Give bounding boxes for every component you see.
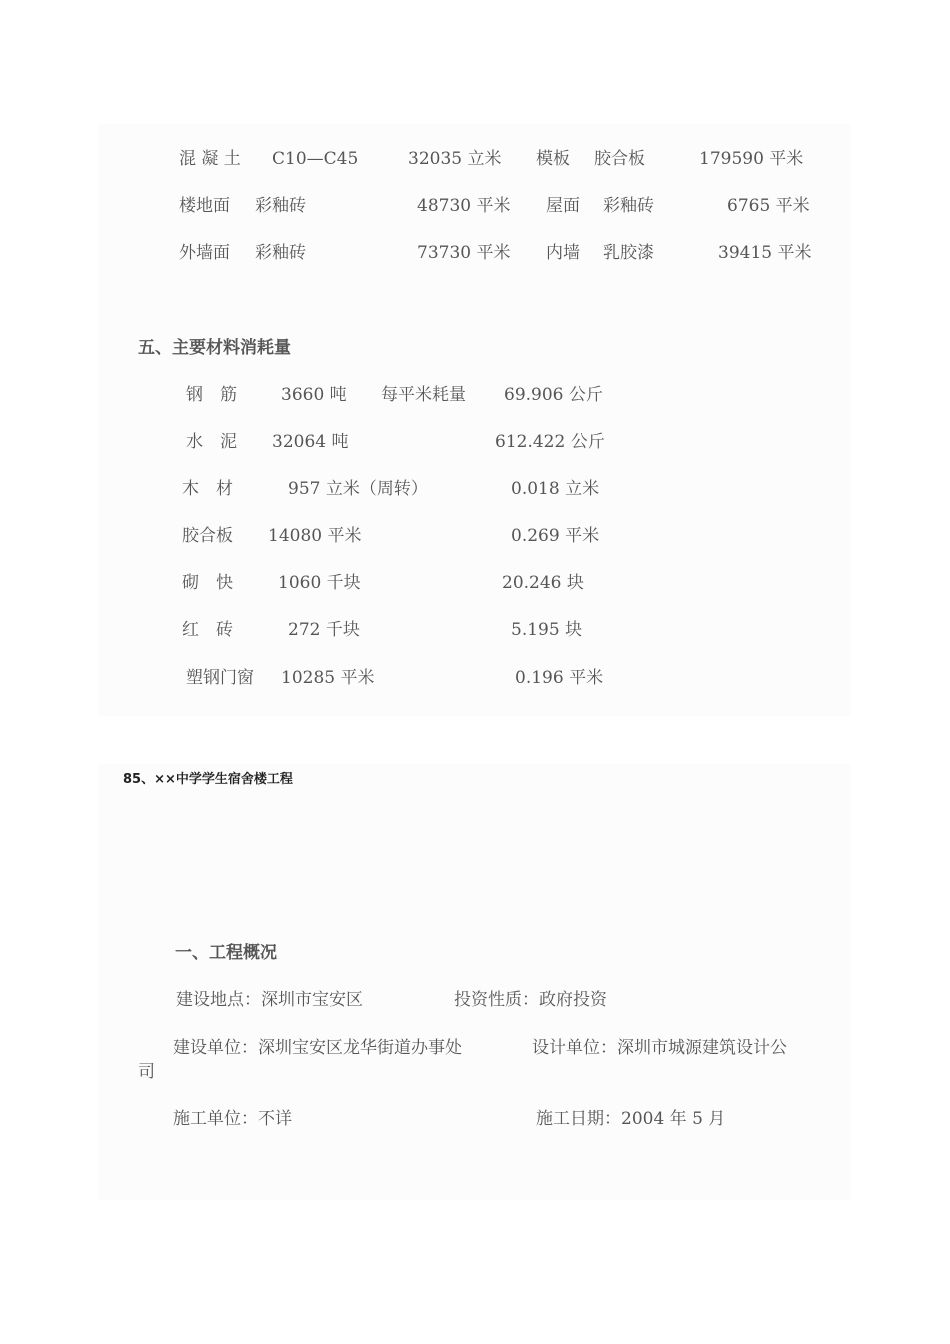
section-heading: 五、主要材料消耗量 (138, 338, 291, 358)
material-quantity: 32035 立米 (408, 149, 502, 169)
consumption-per-sqm: 69.906 公斤 (504, 385, 603, 405)
material-spec: 彩釉砖 (255, 196, 306, 216)
material-quantity-2: 179590 平米 (699, 149, 804, 169)
material-quantity: 48730 平米 (417, 196, 511, 216)
material-quantity: 73730 平米 (417, 243, 511, 263)
investment-type: 投资性质：政府投资 (454, 990, 607, 1010)
consumption-material: 木 材 (182, 479, 233, 499)
material-quantity-2: 39415 平米 (718, 243, 812, 263)
material-spec: 彩釉砖 (255, 243, 306, 263)
consumption-material: 红 砖 (182, 620, 233, 640)
consumption-per-sqm: 5.195 块 (511, 620, 583, 640)
material-spec-2: 乳胶漆 (603, 243, 654, 263)
material-name-2: 屋面 (546, 196, 580, 216)
material-spec-2: 胶合板 (594, 149, 645, 169)
consumption-material: 水 泥 (186, 432, 237, 452)
construction-date: 施工日期：2004 年 5 月 (536, 1109, 726, 1129)
consumption-material: 砌 快 (182, 573, 233, 593)
contractor-unit: 施工单位：不详 (173, 1109, 292, 1129)
consumption-quantity: 957 立米（周转） (288, 479, 428, 499)
builder-unit: 建设单位：深圳宝安区龙华街道办事处 (173, 1038, 462, 1058)
consumption-per-sqm: 20.246 块 (502, 573, 584, 593)
consumption-quantity: 1060 千块 (278, 573, 361, 593)
project-title: 85、××中学学生宿舍楼工程 (123, 772, 293, 787)
consumption-per-sqm: 0.269 平米 (511, 526, 600, 546)
consumption-material: 胶合板 (182, 526, 233, 546)
material-spec-2: 彩釉砖 (603, 196, 654, 216)
consumption-quantity: 272 千块 (288, 620, 360, 640)
consumption-per-sqm: 0.196 平米 (515, 668, 604, 688)
consumption-material: 塑钢门窗 (186, 668, 254, 688)
design-unit: 设计单位：深圳市城源建筑设计公 (532, 1038, 787, 1058)
material-name-2: 模板 (536, 149, 570, 169)
consumption-per-sqm: 612.422 公斤 (495, 432, 605, 452)
consumption-quantity: 14080 平米 (268, 526, 362, 546)
material-spec: C10—C45 (272, 149, 359, 169)
material-name: 混 凝 土 (179, 149, 241, 169)
material-name-2: 内墙 (546, 243, 580, 263)
consumption-material: 钢 筋 (186, 385, 237, 405)
consumption-quantity: 32064 吨 (272, 432, 349, 452)
material-name: 楼地面 (179, 196, 230, 216)
section-heading: 一、工程概况 (175, 943, 277, 963)
material-quantity-2: 6765 平米 (727, 196, 810, 216)
lower-content-panel (98, 764, 850, 1200)
consumption-quantity: 10285 平米 (281, 668, 375, 688)
per-sqm-label: 每平米耗量 (381, 385, 466, 405)
consumption-per-sqm: 0.018 立米 (511, 479, 600, 499)
construction-location: 建设地点：深圳市宝安区 (176, 990, 363, 1010)
material-name: 外墙面 (179, 243, 230, 263)
consumption-quantity: 3660 吨 (281, 385, 347, 405)
design-unit-continued: 司 (138, 1062, 155, 1082)
